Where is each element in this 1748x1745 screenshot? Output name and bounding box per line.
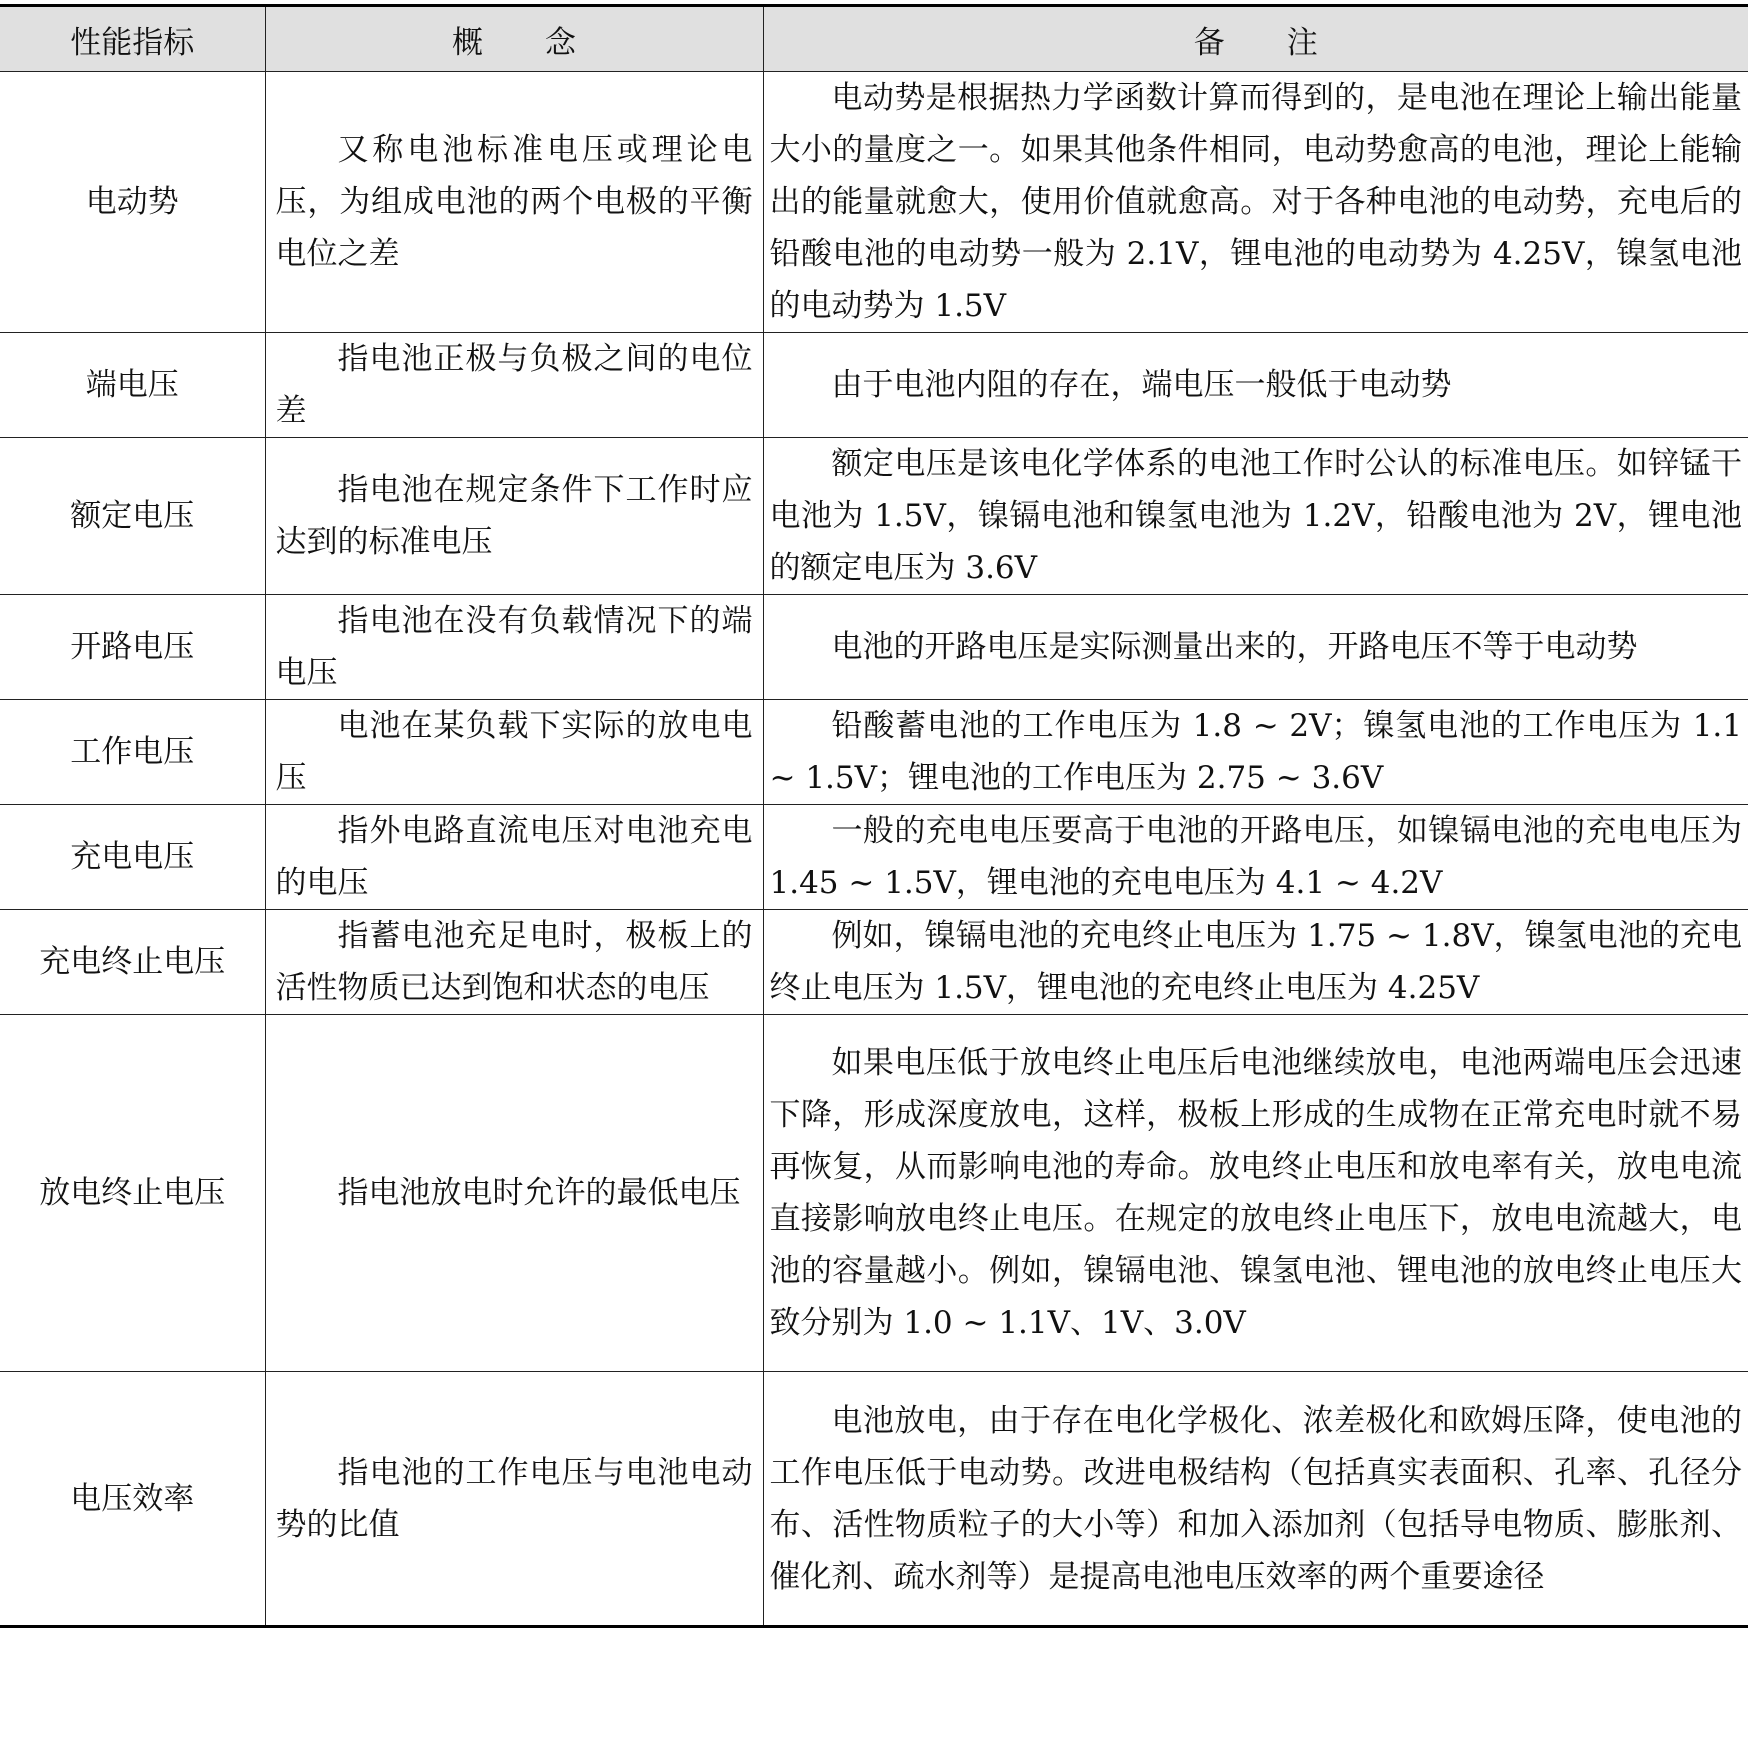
concept-text: 电池在某负载下实际的放电电压 — [275, 708, 753, 796]
header-note: 备 注 — [763, 6, 1748, 72]
header-concept: 概 念 — [265, 6, 763, 72]
metric-concept — [265, 72, 763, 333]
note-text: 一般的充电电压要高于电池的开路电压，如镍镉电池的充电电压为 1.45 ~ 1.5V，锂电池的充电电压为 4.1 ~ 4.2V — [769, 813, 1742, 901]
metric-name: 充电终止电压 — [0, 910, 265, 1015]
concept-text: 指电池正极与负极之间的电位差 — [275, 341, 753, 429]
note-text: 如果电压低于放电终止电压后电池继续放电，电池两端电压会迅速下降，形成深度放电，这样，极板上形成的生成物在正常充电时就不易再恢复，从而影响电池的寿命。放电终止电压和放电率有关，放电电流直接影响放电终止电压。在规定的放电终止电压下，放电电流越大，电池的容量越小。例如，镍镉电池、镍氢电池、锂电池的放电终止电压大致分别为 1.0 ~ 1.1V、1V、3.0V — [769, 1045, 1742, 1341]
metric-name: 开路电压 — [0, 595, 265, 700]
table-row — [0, 910, 1748, 1015]
note-text: 电动势是根据热力学函数计算而得到的，是电池在理论上输出能量大小的量度之一。如果其他条件相同，电动势愈高的电池，理论上能输出的能量就愈大，使用价值就愈高。对于各种电池的电动势，充电后的铅酸电池的电动势一般为 2.1V，锂电池的电动势为 4.25V，镍氢电池的电动势为 1.5V — [769, 80, 1742, 324]
metric-concept — [265, 438, 763, 595]
table-row — [0, 438, 1748, 595]
metric-note — [763, 595, 1748, 700]
metric-name: 放电终止电压 — [0, 1015, 265, 1372]
concept-text: 又称电池标准电压或理论电压，为组成电池的两个电极的平衡电位之差 — [275, 132, 753, 272]
header-metric: 性能指标 — [0, 6, 265, 72]
metric-note — [763, 910, 1748, 1015]
note-text: 例如，镍镉电池的充电终止电压为 1.75 ~ 1.8V，镍氢电池的充电终止电压为 1.5V，锂电池的充电终止电压为 4.25V — [769, 918, 1742, 1006]
metric-name: 端电压 — [0, 333, 265, 438]
header-row — [0, 6, 1748, 72]
concept-text: 指电池放电时允许的最低电压 — [337, 1175, 741, 1211]
table-row — [0, 700, 1748, 805]
metric-name: 电压效率 — [0, 1372, 265, 1627]
metric-concept — [265, 805, 763, 910]
metric-note — [763, 1015, 1748, 1372]
metric-name: 充电电压 — [0, 805, 265, 910]
note-text: 铅酸蓄电池的工作电压为 1.8 ~ 2V；镍氢电池的工作电压为 1.1 ~ 1.5V；锂电池的工作电压为 2.75 ~ 3.6V — [769, 708, 1742, 796]
metric-note — [763, 333, 1748, 438]
metric-note — [763, 1372, 1748, 1627]
concept-text: 指电池在规定条件下工作时应达到的标准电压 — [275, 472, 753, 560]
table-row — [0, 72, 1748, 333]
metric-concept — [265, 700, 763, 805]
table-header — [0, 6, 1748, 72]
note-text: 额定电压是该电化学体系的电池工作时公认的标准电压。如锌锰干电池为 1.5V，镍镉电池和镍氢电池为 1.2V，铅酸电池为 2V，锂电池的额定电压为 3.6V — [769, 446, 1742, 586]
metric-note — [763, 805, 1748, 910]
concept-text: 指电池的工作电压与电池电动势的比值 — [275, 1454, 753, 1543]
metric-note — [763, 700, 1748, 805]
metric-note — [763, 438, 1748, 595]
note-text: 由于电池内阻的存在，端电压一般低于电动势 — [831, 367, 1452, 403]
metric-name: 工作电压 — [0, 700, 265, 805]
metric-concept — [265, 333, 763, 438]
table-row — [0, 805, 1748, 910]
metric-concept — [265, 595, 763, 700]
table-row — [0, 1372, 1748, 1627]
metric-concept — [265, 910, 763, 1015]
concept-text: 指外电路直流电压对电池充电的电压 — [275, 813, 753, 901]
table-body — [0, 72, 1748, 1627]
table-row — [0, 333, 1748, 438]
metric-concept — [265, 1372, 763, 1627]
note-text: 电池放电，由于存在电化学极化、浓差极化和欧姆压降，使电池的工作电压低于电动势。改进电极结构（包括真实表面积、孔率、孔径分布、活性物质粒子的大小等）和加入添加剂（包括导电物质、膨胀剂、催化剂、疏水剂等）是提高电池电压效率的两个重要途径 — [769, 1402, 1742, 1595]
concept-text: 指蓄电池充足电时，极板上的活性物质已达到饱和状态的电压 — [275, 918, 753, 1006]
table-row — [0, 1015, 1748, 1372]
battery-voltage-table — [0, 4, 1748, 1628]
metric-name: 电动势 — [0, 72, 265, 333]
metric-name: 额定电压 — [0, 438, 265, 595]
table-row — [0, 595, 1748, 700]
concept-text: 指电池在没有负载情况下的端电压 — [275, 603, 753, 691]
note-text: 电池的开路电压是实际测量出来的，开路电压不等于电动势 — [831, 629, 1638, 665]
metric-note — [763, 72, 1748, 333]
metric-concept — [265, 1015, 763, 1372]
